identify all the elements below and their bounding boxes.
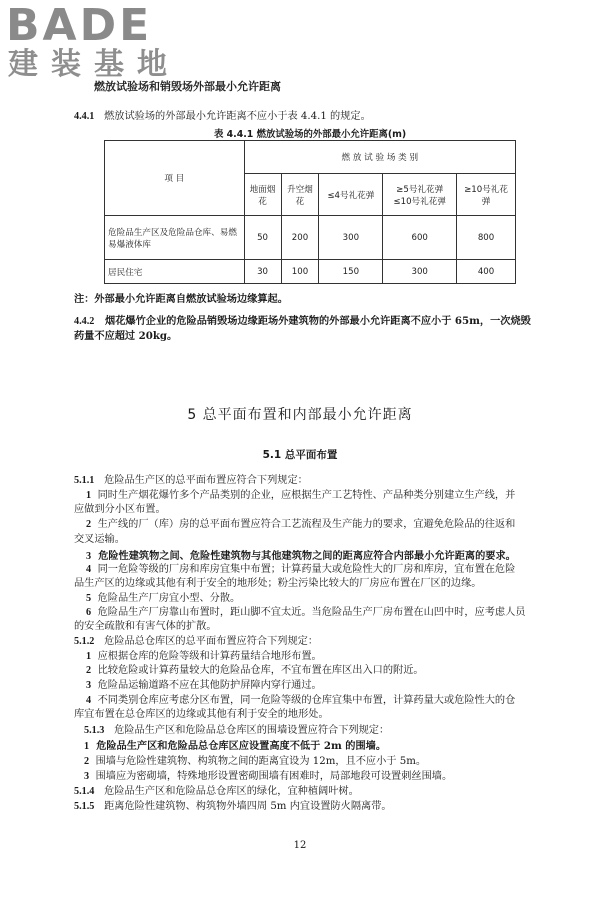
row-label: 危险品生产区及危险品仓库、易燃易爆液体库 <box>105 216 245 260</box>
column-header: 地面烟花 <box>244 174 281 216</box>
table-cell: 100 <box>281 260 319 284</box>
watermark-logo <box>6 0 206 82</box>
body-line <box>86 664 424 677</box>
line-number: 1 <box>86 651 92 662</box>
section-heading-4-4: 燃放试验场和销毁场外部最小允许距离 <box>94 80 281 93</box>
body-line <box>84 755 426 768</box>
line-text: 危险性建筑物之间、危险性建筑物与其他建筑物之间的距离应符合内部最小允许距离的要求。 <box>98 550 516 562</box>
line-number: 4 <box>86 695 92 706</box>
line-text: 危险品生产厂房靠山布置时，距山脚不宜太近。当危险品生产厂房布置在山凹中时，应考虑人员 <box>97 607 526 618</box>
column-header: 升空烟花 <box>281 174 319 216</box>
column-header: ≥10号礼花 弹 <box>457 174 516 216</box>
line-number: 5.1.4 <box>74 786 95 797</box>
item-header: 项 目 <box>105 141 245 216</box>
body-line <box>86 606 525 619</box>
body-line <box>86 489 515 502</box>
line-text: 危险品生产区和危险品总仓库区的围墙设置应符合下列规定： <box>114 725 390 736</box>
line-text: 危险品运输道路不应在其他防护屏障内穿行通过。 <box>97 680 322 691</box>
clause-number: 4.4.1 <box>74 111 95 122</box>
body-line <box>74 785 359 798</box>
body-line <box>86 518 515 531</box>
line-text: 围墙与危险性建筑物、构筑物之间的距离宜设为 12m，且不应小于 5m。 <box>95 756 427 767</box>
body-line <box>86 550 516 563</box>
line-text: 同一危险等级的厂房和库房宜集中布置；计算药量大或危险性大的厂房和库房，宜布置在危险 <box>97 564 516 575</box>
table-cell: 400 <box>457 260 516 284</box>
line-number: 6 <box>86 607 92 618</box>
clause-text: 燃放试验场的外部最小允许距离不应小于表 4.4.1 的规定。 <box>104 111 371 122</box>
line-number: 5.1.5 <box>74 801 95 812</box>
line-text: 危险品生产区的总平面布置应符合下列规定： <box>104 475 308 486</box>
line-number: 2 <box>86 665 92 676</box>
body-line <box>86 592 240 605</box>
line-text: 危险品生产厂房宜小型、分散。 <box>97 593 241 604</box>
line-number: 1 <box>86 490 92 501</box>
body-line <box>74 533 125 546</box>
line-text: 同时生产烟花爆竹多个产品类别的企业，应根据生产工艺特性、产品种类分别建立生产线，并 <box>97 490 516 501</box>
group-header: 燃 放 试 验 场 类 别 <box>244 141 515 174</box>
line-text: 危险品总仓库区的总平面布置应符合下列规定： <box>104 636 319 647</box>
line-text: 比较危险或计算药量较大的危险品仓库，不宜布置在库区出入口的附近。 <box>97 665 424 676</box>
table-cell: 50 <box>244 216 281 260</box>
line-text: 危险品生产区和危险品总仓库区应设置高度不低于 2m 的围墙。 <box>96 740 387 752</box>
table-cell: 800 <box>457 216 516 260</box>
body-line <box>86 694 515 707</box>
body-line <box>86 650 322 663</box>
line-text: 生产线的厂（库）房的总平面布置应符合工艺流程及生产能力的要求，宜避免危险品的往返和 <box>97 519 516 530</box>
line-number: 4 <box>86 564 92 575</box>
column-header: ≥5号礼花弹 ≤10号礼花弹 <box>383 174 457 216</box>
line-text: 应做到分小区布置。 <box>74 504 166 515</box>
table-caption: 表 4.4.1 燃放试验场的外部最小允许距离(m) <box>214 129 407 140</box>
body-line <box>74 635 318 648</box>
line-text: 交叉运输。 <box>74 534 125 545</box>
line-number: 5 <box>86 593 92 604</box>
line-number: 3 <box>86 680 92 691</box>
line-number: 2 <box>84 756 90 767</box>
table-cell: 300 <box>383 260 457 284</box>
body-line <box>84 724 389 737</box>
table-cell: 200 <box>281 216 319 260</box>
clause-4-4-2-cont: 药量不应超过 20kg。 <box>74 330 178 342</box>
logo-cjk-text: 建装基地 <box>8 47 180 82</box>
table-cell: 300 <box>319 216 383 260</box>
line-number: 3 <box>86 551 92 562</box>
table-cell: 30 <box>244 260 281 284</box>
table-cell: 600 <box>383 216 457 260</box>
body-line <box>84 740 386 753</box>
body-line <box>74 708 329 721</box>
line-number: 2 <box>86 519 92 530</box>
line-number: 5.1.2 <box>74 636 95 647</box>
clause-text: 烟花爆竹企业的危险品销毁场边缘距场外建筑物的外部最小允许距离不应小于 65m，一次烧毁 <box>105 315 531 327</box>
body-line <box>74 577 482 590</box>
line-number: 3 <box>84 771 90 782</box>
clause-number: 4.4.2 <box>74 316 95 327</box>
body-line <box>74 800 392 813</box>
body-line <box>74 474 308 487</box>
table-cell: 150 <box>319 260 383 284</box>
distance-table <box>104 140 516 284</box>
column-header: ≤4号礼花弹 <box>319 174 383 216</box>
line-number: 5.1.3 <box>84 725 105 736</box>
page-number: 12 <box>293 840 307 851</box>
body-line <box>86 563 515 576</box>
logo-latin-text: BADE <box>6 0 153 51</box>
section-title: 5.1 总平面布置 <box>262 449 338 461</box>
line-text: 围墙应为密砌墙，特殊地形设置密砌围墙有困难时，局部地段可设置刺丝围墙。 <box>95 771 453 782</box>
line-text: 距离危险性建筑物、构筑物外墙四周 5m 内宜设置防火隔离带。 <box>104 801 392 812</box>
clause-4-4-2 <box>74 315 531 328</box>
chapter-title: 5 总平面布置和内部最小允许距离 <box>187 407 413 423</box>
body-line <box>74 620 217 633</box>
line-number: 5.1.1 <box>74 475 95 486</box>
line-text: 应根据仓库的危险等级和计算药量结合地形布置。 <box>97 651 322 662</box>
line-text: 品生产区的边缘或其他有利于安全的地形处；粉尘污染比较大的厂房应布置在厂区的边缘。 <box>74 578 482 589</box>
body-line <box>74 503 166 516</box>
line-text: 的安全疏散和有害气体的扩散。 <box>74 621 217 632</box>
line-text: 库宜布置在总仓库区的边缘或其他有利于安全的地形处。 <box>74 709 329 720</box>
line-text: 危险品生产区和危险品总仓库区的绿化，宜种植阔叶树。 <box>104 786 359 797</box>
line-number: 1 <box>84 741 90 752</box>
table-note: 注：外部最小允许距离自燃放试验场边缘算起。 <box>74 293 288 305</box>
line-text: 不同类别仓库应考虑分区布置，同一危险等级的仓库宜集中布置，计算药量大或危险性大的仓 <box>97 695 516 706</box>
row-label: 居民住宅 <box>105 260 245 284</box>
clause-4-4-1 <box>74 110 371 123</box>
body-line <box>86 679 322 692</box>
body-line <box>84 770 452 783</box>
